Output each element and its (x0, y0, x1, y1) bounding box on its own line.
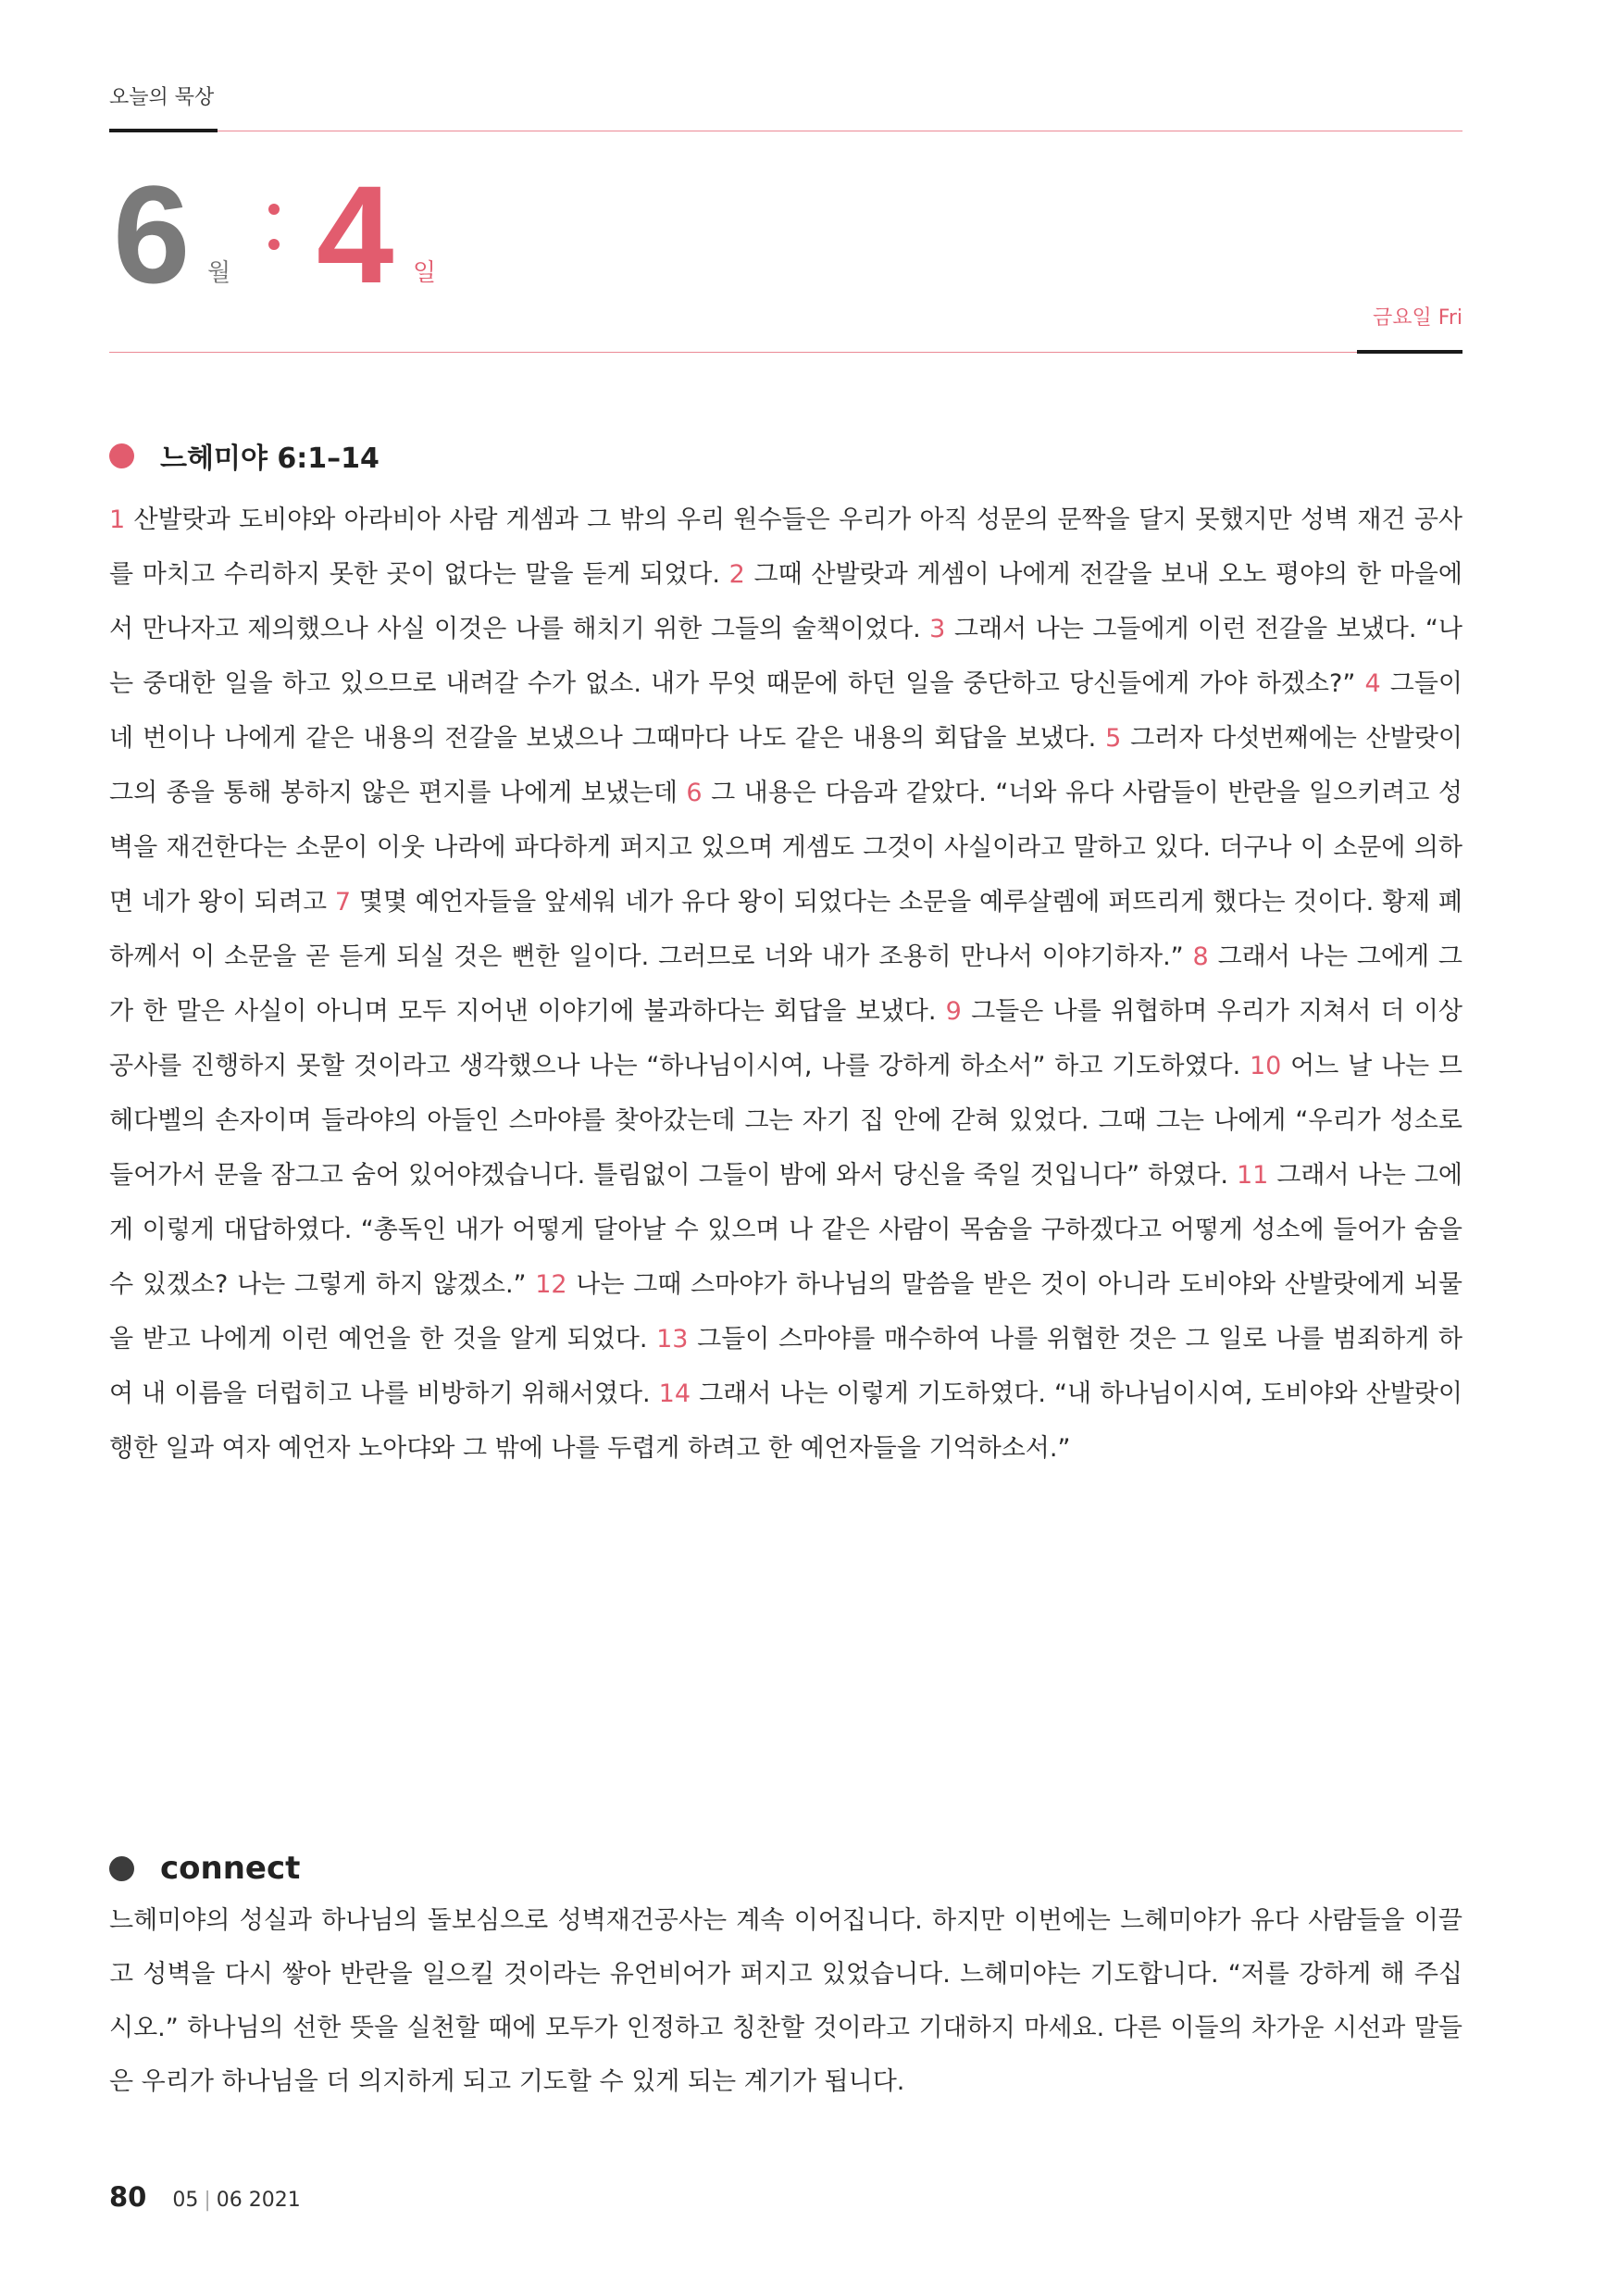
verse-number: 1 (109, 505, 126, 534)
verse-number: 7 (334, 888, 351, 917)
verse-text: 그래서 나는 그에게 이렇게 대답하였다. “총독인 내가 어떻게 달아날 수 있으며 나 같은 사람이 목숨을 구하겠다고 어떻게 성소에 들어가 숨을 수 있겠소? 나는 그렇게 하지 않겠소.” (109, 1161, 1462, 1299)
verse-number: 3 (929, 615, 946, 643)
verse-text: 그래서 나는 이렇게 기도하였다. “내 하나님이시여, 도비야와 산발랏이 행한 일과 여자 예언자 노아댜와 그 밖에 나를 두렵게 하려고 한 예언자들을 기억하소서.” (109, 1379, 1462, 1463)
day-number: 4 (317, 156, 394, 312)
verse-text: 그때 산발랏과 게셈이 나에게 전갈을 보내 오노 평야의 한 마을에서 만나자고 제의했으나 사실 이것은 나를 해치기 위한 그들의 술책이었다. (109, 560, 1462, 643)
bullet-icon (109, 1856, 134, 1881)
issue-date-year: 06 2021 (216, 2189, 301, 2212)
footer (109, 2181, 301, 2213)
mid-rule-accent (1357, 350, 1462, 354)
verse-text: 그래서 나는 그에게 그가 한 말은 사실이 아니며 모두 지어낸 이야기에 불과하다는 회답을 보냈다. (109, 942, 1462, 1026)
issue-month: 05 (172, 2189, 199, 2212)
passage-reference: 느헤미야 6:1–14 (160, 443, 380, 475)
verse-text: 그들은 나를 위협하며 우리가 지쳐서 더 이상 공사를 진행하지 못할 것이라고 생각했으나 나는 “하나님이시여, 나를 강하게 하소서” 하고 기도하였다. (109, 997, 1462, 1080)
verse-number: 10 (1249, 1052, 1282, 1080)
verse-number: 4 (1364, 669, 1381, 698)
verse-number: 12 (535, 1270, 567, 1299)
verse-number: 6 (686, 779, 703, 807)
page-number: 80 (109, 2181, 147, 2213)
verse-number: 14 (658, 1379, 691, 1408)
verse-number: 8 (1192, 942, 1209, 971)
mid-rule (109, 352, 1462, 353)
passage-text (109, 493, 1462, 1476)
month-number: 6 (113, 156, 191, 312)
passage-heading (109, 435, 380, 476)
issue-date: 05 | 06 2021 (172, 2189, 301, 2212)
section-label: 오늘의 묵상 (109, 86, 215, 109)
month-label: 월 (207, 259, 231, 287)
verse-number: 13 (656, 1325, 689, 1354)
verse-text: 그래서 나는 그들에게 이런 전갈을 보냈다. “나는 중대한 일을 하고 있으므로 내려갈 수가 없소. 내가 무엇 때문에 하던 일을 중단하고 당신들에게 가야 하겠소?” (109, 615, 1462, 698)
top-rule-accent (109, 129, 218, 132)
verse-text: 산발랏과 도비야와 아라비아 사람 게셈과 그 밖의 우리 원수들은 우리가 아직 성문의 문짝을 달지 못했지만 성벽 재건 공사를 마치고 수리하지 못한 곳이 없다는 말을 듣게 되었다. (109, 505, 1462, 589)
verse-text: 그들이 스마야를 매수하여 나를 위협한 것은 그 일로 나를 범죄하게 하여 내 이름을 더럽히고 나를 비방하기 위해서였다. (109, 1325, 1463, 1408)
verse-number: 5 (1105, 724, 1122, 753)
connect-title: connect (160, 1850, 301, 1887)
colon-separator (268, 178, 280, 252)
verse-text: 어느 날 나는 므헤다벨의 손자이며 들라야의 아들인 스마야를 찾아갔는데 그는 자기 집 안에 갇혀 있었다. 그때 그는 나에게 “우리가 성소로 들어가서 문을 잠그고 숨어 있어야겠습니다. 틀림없이 그들이 밤에 와서 당신을 죽일 것입니다” 하였다. (109, 1052, 1462, 1190)
verse-text: 그 내용은 다음과 같았다. “너와 유다 사람들이 반란을 일으키려고 성벽을 재건한다는 소문이 이웃 나라에 파다하게 퍼지고 있으며 게셈도 그것이 사실이라고 말하고 있다. 더구나 이 소문에 의하면 네가 왕이 되려고 (109, 779, 1463, 917)
verse-text: 나는 그때 스마야가 하나님의 말씀을 받은 것이 아니라 도비야와 산발랏에게 뇌물을 받고 나에게 이런 예언을 한 것을 알게 되었다. (109, 1270, 1462, 1354)
verse-text: 그러자 다섯번째에는 산발랏이 그의 종을 통해 봉하지 않은 편지를 나에게 보냈는데 (109, 724, 1462, 807)
verse-number: 9 (945, 997, 962, 1026)
day-label: 일 (413, 259, 437, 287)
verse-text: 몇몇 예언자들을 앞세워 네가 유다 왕이 되었다는 소문을 예루살렘에 퍼뜨리게 했다는 것이다. 황제 폐하께서 이 소문을 곧 듣게 되실 것은 뻔한 일이다. 그러므로 너와 내가 조용히 만나서 이야기하자.” (109, 888, 1462, 971)
verse-number: 2 (728, 560, 745, 589)
verse-number: 11 (1236, 1161, 1269, 1190)
weekday-label: 금요일 Fri (1373, 306, 1462, 330)
bullet-icon (109, 443, 134, 468)
connect-heading (109, 1850, 300, 1887)
verse-text: 그들이 네 번이나 나에게 같은 내용의 전갈을 보냈으나 그때마다 나도 같은 내용의 회답을 보냈다. (109, 669, 1462, 753)
connect-text: 느헤미야의 성실과 하나님의 돌보심으로 성벽재건공사는 계속 이어집니다. 하지만 이번에는 느헤미야가 유다 사람들을 이끌고 성벽을 다시 쌓아 반란을 일으킬 것이라는 유언비어가 퍼지고 있었습니다. 느헤미야는 기도합니다. “저를 강하게 해 주십시오.” 하나님의 선한 뜻을 실천할 때에 모두가 인정하고 칭찬할 것이라고 기대하지 마세요. 다른 이들의 차가운 시선과 말들은 우리가 하나님을 더 의지하게 되고 기도할 수 있게 되는 계기가 됩니다. (109, 1906, 1462, 2096)
